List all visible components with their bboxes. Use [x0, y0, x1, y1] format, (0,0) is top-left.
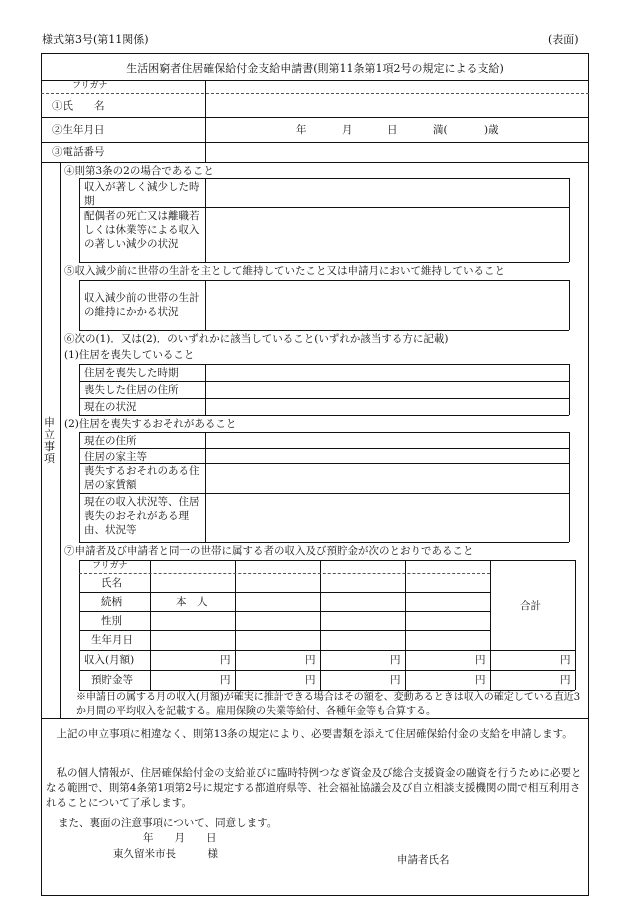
yen-unit: 円 [220, 674, 231, 686]
item6-sub2-row: 住居の家主等 [84, 451, 147, 463]
item5-row-label: 収入減少前の世帯の生計の維持にかかる状況 [84, 292, 200, 318]
item6-sub1-row: 現在の状況 [84, 401, 137, 413]
birth-month-unit: 月 [342, 124, 353, 136]
declaration-paragraph: 上記の申立事項に相違なく、則第13条の規定により、必要書類を添えて住居確保給付金の支給を申請します。 [56, 728, 573, 740]
table-row-label: 預貯金等 [91, 674, 133, 686]
yen-unit: 円 [475, 674, 486, 686]
total-label: 合計 [520, 600, 541, 612]
yen-unit: 円 [390, 654, 401, 666]
yen-unit: 円 [390, 674, 401, 686]
birth-day-unit: 日 [387, 124, 398, 136]
yen-unit: 円 [220, 654, 231, 666]
table-row-label: 続柄 [101, 596, 122, 608]
back-notice-consent: また、裏面の注意事項について、同意します。 [58, 817, 278, 829]
item6-heading: ⑥次の(1)．又は(2)．のいずれかに該当していること(いずれか該当する方に記載) [64, 333, 449, 345]
item6-sub2-row: 喪失するおそれのある住居の家賃額 [84, 465, 200, 491]
age-prefix: 満( [433, 124, 448, 136]
item6-sub2-row: 現在の収入状況等、住居喪失のおそれがある理由、状況等 [84, 496, 200, 536]
income-note: ※申請日の属する月の収入(月額)が確実に推計できる場合はその額を、変動あるときは収入の確定している直近3か月間の平均収入を記載する。雇用保険の失業等給付、各種年金等も合算する。 [76, 692, 581, 717]
applicant-signature-label: 申請者氏名 [397, 854, 450, 866]
signature-field[interactable] [460, 850, 585, 868]
item6-sub2: (2)住居を喪失するおそれがあること [64, 418, 237, 430]
phone-label: ③電話番号 [52, 146, 105, 158]
table-row-label: 氏名 [101, 577, 122, 589]
item7-heading: ⑦申請者及び申請者と同一の世帯に属する者の収入及び預貯金が次のとおりであること [64, 545, 474, 557]
self-relation: 本 人 [176, 596, 208, 608]
item4-row-label: 配偶者の死亡又は離職若しくは休業等による収入の著しい減少の状況 [84, 210, 200, 250]
item6-sub1-row: 喪失した住居の住所 [84, 384, 179, 396]
birthdate-label: ②生年月日 [52, 124, 105, 136]
name-field[interactable] [207, 95, 587, 115]
phone-field[interactable] [207, 143, 587, 161]
table-row-label: 生年月日 [91, 634, 133, 646]
yen-unit: 円 [475, 654, 486, 666]
name-label: ①氏 名 [52, 100, 105, 112]
item6-sub1: (1)住居を喪失していること [64, 349, 195, 361]
item6-sub1-row: 住居を喪失した時期 [84, 367, 179, 379]
date-line: 年 月 日 [143, 832, 217, 844]
yen-unit: 円 [305, 674, 316, 686]
yen-unit: 円 [560, 654, 571, 666]
birth-year-unit: 年 [296, 124, 307, 136]
section-label: 申立事項 [44, 416, 55, 466]
table-row-label: 性別 [101, 615, 122, 627]
age-suffix: )歳 [484, 124, 499, 136]
form-title: 生活困窮者住居確保給付金支給申請書(則第11条第1項2号の規定による支給) [126, 62, 504, 75]
form-number: 様式第3号(第11関係) [42, 33, 149, 46]
front-side-label: (表面) [548, 33, 579, 46]
item5-heading: ⑤収入減少前に世帯の生計を主として維持していたこと又は申請月において維持していること [64, 265, 505, 277]
item6-sub2-row: 現在の住所 [84, 435, 137, 447]
table-row-label: フリガナ [92, 561, 128, 571]
item4-row-label: 収入が著しく減少した時期 [84, 181, 200, 207]
table-row-label: 収入(月額) [84, 654, 135, 666]
furigana-label: フリガナ [72, 81, 108, 91]
yen-unit: 円 [305, 654, 316, 666]
yen-unit: 円 [560, 674, 571, 686]
item4-heading: ④則第3条の2の場合であること [64, 165, 214, 177]
privacy-consent-paragraph: 私の個人情報が、住居確保給付金の支給並びに臨時特例つなぎ資金及び総合支援資金の融資を行うために必要となる範囲で、則第4条第1項第2号に規定する都道府県等、社会福祉協議会及び自立相談支援機関の間で相互利用されることについて了承します。 [46, 767, 582, 809]
mayor-addressee: 東久留米市長 様 [113, 848, 218, 860]
